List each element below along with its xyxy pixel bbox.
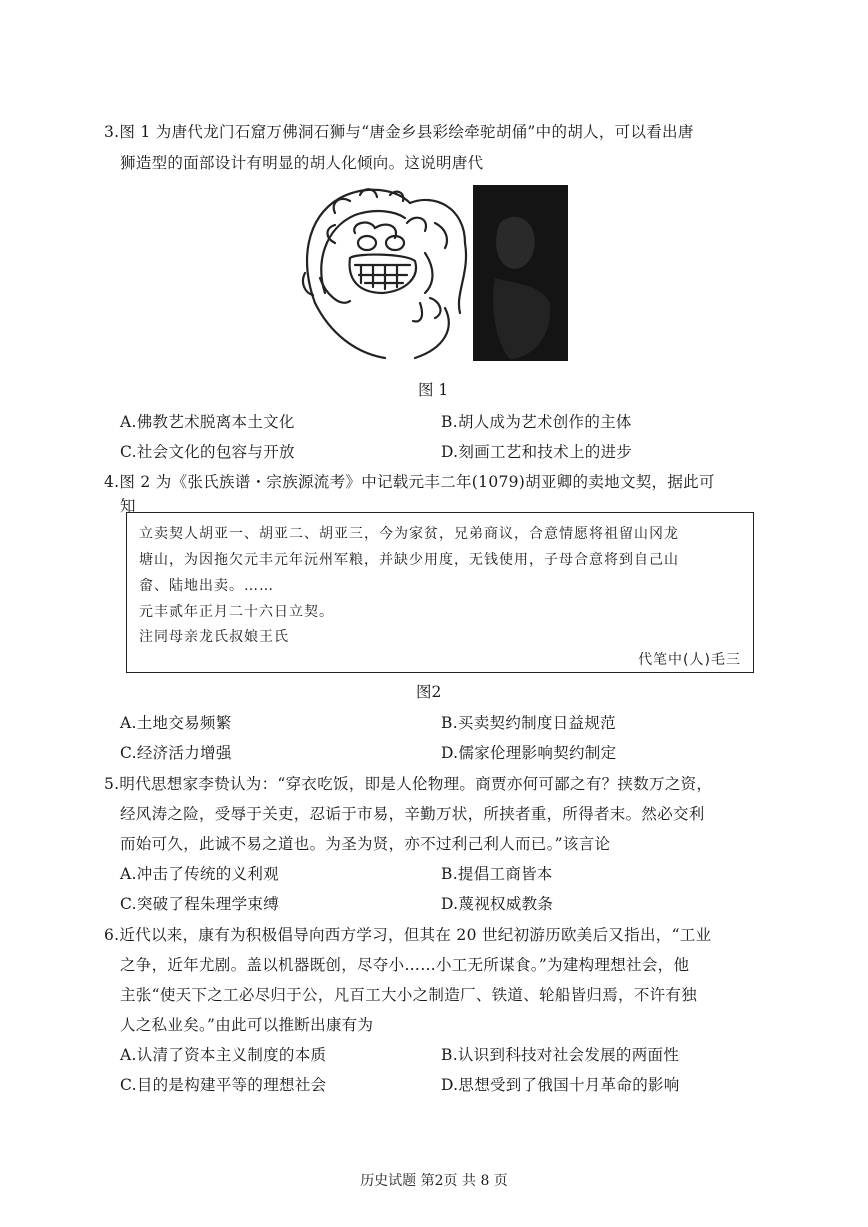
- q6-option-b[interactable]: B.认识到科技对社会发展的两面性: [441, 1046, 680, 1064]
- q6-stem-line-4: 人之私业矣。”由此可以推断出康有为: [120, 1016, 374, 1034]
- q6-option-a[interactable]: A.认清了资本主义制度的本质: [120, 1046, 327, 1064]
- q4-option-d[interactable]: D.儒家伦理影响契约制定: [441, 744, 617, 762]
- lion-sketch-image: [295, 183, 570, 363]
- figure-1-caption: 图 1: [418, 381, 449, 399]
- deed-line: 畲、陆地出卖。……: [139, 578, 274, 594]
- q6-option-c[interactable]: C.目的是构建平等的理想社会: [120, 1076, 327, 1094]
- q6-option-d[interactable]: D.思想受到了俄国十月革命的影响: [441, 1076, 680, 1094]
- q5-stem-line-2: 经风涛之险，受辱于关吏，忍诟于市易，辛勤万状，所挟者重，所得者末。然必交利: [120, 805, 705, 823]
- deed-line: 立卖契人胡亚一、胡亚二、胡亚三，今为家贫，兄弟商议，合意情愿将祖留山冈龙: [139, 526, 679, 542]
- q4-option-c[interactable]: C.经济活力增强: [120, 744, 232, 762]
- q3-option-c[interactable]: C.社会文化的包容与开放: [120, 443, 295, 461]
- q6-stem-line-1: 6.近代以来，康有为积极倡导向西方学习，但其在 20 世纪初游历欧美后又指出，“工业: [104, 926, 712, 944]
- q5-stem-line-1: 5.明代思想家李贽认为：“穿衣吃饭，即是人伦物理。商贾亦何可鄙之有？挟数万之资，: [104, 775, 713, 793]
- q6-stem-line-3: 主张“使天下之工必尽归于公，凡百工大小之制造厂、铁道、轮船皆归焉，不许有独: [120, 986, 698, 1004]
- q4-option-b[interactable]: B.买卖契约制度日益规范: [441, 714, 616, 732]
- q6-stem-line-2: 之争，近年尤剧。盖以机器既创，尽夺小……小工无所谋食。”为建构理想社会，他: [120, 956, 690, 974]
- page-footer: 历史试题 第2页 共 8 页: [360, 1173, 508, 1189]
- q4-option-a[interactable]: A.土地交易频繁: [120, 714, 232, 732]
- q5-stem-line-3: 而始可久，此诚不易之道也。为圣为贤，亦不过利己利人而已。”该言论: [120, 835, 611, 853]
- q5-option-b[interactable]: B.提倡工商皆本: [441, 865, 553, 883]
- q5-option-a[interactable]: A.冲击了传统的义利观: [120, 865, 279, 883]
- figure-1: [295, 183, 570, 363]
- q5-option-c[interactable]: C.突破了程朱理学束缚: [120, 895, 280, 913]
- q4-stem-line-2: 知: [120, 497, 136, 515]
- deed-line: 注同母亲龙氏叔娘王氏: [139, 629, 289, 645]
- deed-line: 塘山，为因拖欠元丰元年沅州军粮，并缺少用度，无钱使用，子母合意将到自己山: [139, 552, 679, 568]
- q3-stem-line-1: 3.图 1 为唐代龙门石窟万佛洞石狮与“唐金乡县彩绘牵驼胡俑”中的胡人，可以看出唐: [104, 123, 694, 141]
- q3-option-b[interactable]: B.胡人成为艺术创作的主体: [441, 413, 632, 431]
- figure-2-caption: 图2: [416, 683, 442, 701]
- q5-option-d[interactable]: D.蔑视权威教条: [441, 895, 554, 913]
- deed-line: 元丰贰年正月二十六日立契。: [139, 604, 334, 620]
- q4-stem-line-1: 4.图 2 为《张氏族谱・宗族源流考》中记载元丰二年(1079)胡亚卿的卖地文契，据此可: [104, 473, 715, 491]
- q3-stem-line-2: 狮造型的面部设计有明显的胡人化倾向。这说明唐代: [120, 154, 484, 172]
- figure-2-deed-box: [126, 512, 754, 673]
- q3-option-a[interactable]: A.佛教艺术脱离本土文化: [120, 413, 295, 431]
- deed-signature: 代笔中(人)毛三: [638, 652, 741, 668]
- q3-option-d[interactable]: D.刻画工艺和技术上的进步: [441, 443, 633, 461]
